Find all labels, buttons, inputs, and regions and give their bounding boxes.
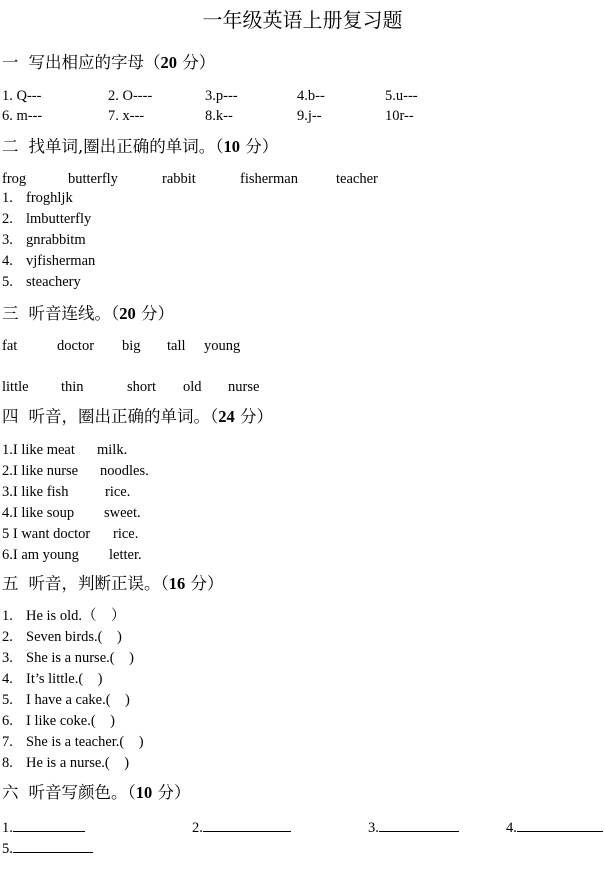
section-4-number: 四	[2, 407, 19, 426]
section-1-tail: 分）	[182, 53, 216, 72]
section-3-heading	[2, 303, 174, 325]
letter-item: 9.j--	[297, 108, 322, 124]
word-bank-item: butterfly	[68, 171, 118, 187]
word-bank-item: fisherman	[240, 171, 298, 187]
letter-item: 5.u---	[385, 88, 418, 104]
section-3-number: 三	[2, 304, 19, 323]
section-5-heading	[2, 573, 224, 595]
section-4-score: 24	[218, 407, 235, 426]
word-bank-item: rabbit	[162, 171, 196, 187]
circle-word-item: 1.I like meat milk.	[2, 442, 128, 458]
find-word-item: 4. vjfisherman	[2, 253, 96, 269]
section-5-tail: 分）	[190, 574, 224, 593]
color-blank-1[interactable]: 1.	[2, 817, 85, 837]
section-5-score: 16	[168, 574, 186, 593]
color-blank-4[interactable]: 4.	[506, 817, 603, 837]
color-blank-5[interactable]: 5.	[2, 838, 93, 858]
section-6-number: 六	[2, 783, 19, 802]
color-blank-3[interactable]: 3.	[368, 817, 459, 837]
match-word: young	[204, 338, 241, 354]
section-6-tail: 分）	[157, 783, 191, 802]
true-false-item: 7. She is a teacher.( )	[2, 734, 144, 750]
match-word: fat	[2, 338, 18, 354]
match-word: little	[2, 379, 29, 395]
true-false-item: 4. It’s little.( )	[2, 671, 103, 687]
section-2-heading	[2, 136, 278, 158]
true-false-item: 6. I like coke.( )	[2, 713, 115, 729]
letter-item: 10r--	[385, 108, 414, 124]
section-2-text: 找单词,圈出正确的单词。（	[28, 137, 224, 156]
section-4-tail: 分）	[240, 407, 273, 426]
match-word: old	[183, 379, 202, 395]
section-3-text: 听音连线。（	[28, 304, 120, 323]
section-3-tail: 分）	[141, 304, 174, 323]
circle-word-item: 4.I like soup sweet.	[2, 505, 141, 521]
circle-word-item: 5 I want doctor rice.	[2, 526, 139, 542]
circle-word-item: 6.I am young letter.	[2, 547, 142, 563]
section-5-text: 听音，判断正误。（	[28, 574, 169, 593]
section-6-score: 10	[135, 783, 153, 802]
match-word: short	[127, 379, 156, 395]
letter-item: 6. m---	[2, 108, 43, 124]
section-3-score: 20	[119, 304, 136, 323]
section-1-score: 20	[160, 53, 177, 72]
find-word-item: 3. gnrabbitm	[2, 232, 86, 248]
true-false-item: 2. Seven birds.( )	[2, 629, 122, 645]
true-false-item: 1. He is old.（ ）	[2, 608, 126, 624]
match-word: nurse	[228, 379, 260, 395]
letter-item: 7. x---	[108, 108, 145, 124]
true-false-item: 3. She is a nurse.( )	[2, 650, 134, 666]
section-2-score: 10	[223, 137, 240, 156]
section-1-text: 写出相应的字母（	[28, 53, 161, 72]
true-false-item: 5. I have a cake.( )	[2, 692, 130, 708]
letter-item: 1. Q---	[2, 88, 42, 104]
match-word: thin	[61, 379, 84, 395]
section-1-number: 一	[2, 53, 19, 72]
section-4-text: 听音，圈出正确的单词。（	[28, 407, 219, 426]
page-title: 一年级英语上册复习题	[202, 8, 403, 32]
find-word-item: 5. steachery	[2, 274, 81, 290]
section-5-number: 五	[2, 574, 19, 593]
true-false-item: 8. He is a nurse.( )	[2, 755, 130, 771]
section-1-heading	[2, 52, 215, 74]
section-6-text: 听音写颜色。（	[28, 783, 136, 802]
circle-word-item: 2.I like nurse noodles.	[2, 463, 149, 479]
section-2-tail: 分）	[245, 137, 279, 156]
find-word-item: 1. froghljk	[2, 190, 73, 206]
letter-item: 8.k--	[205, 108, 233, 124]
section-2-number: 二	[2, 137, 19, 156]
word-bank-item: frog	[2, 171, 27, 187]
section-6-heading	[2, 782, 191, 804]
match-word: tall	[167, 338, 186, 354]
match-word: big	[122, 338, 141, 354]
color-blank-2[interactable]: 2.	[192, 817, 291, 837]
word-bank-item: teacher	[336, 171, 378, 187]
find-word-item: 2. lmbutterfly	[2, 211, 92, 227]
letter-item: 4.b--	[297, 88, 325, 104]
letter-item: 2. O----	[108, 88, 153, 104]
letter-item: 3.p---	[205, 88, 238, 104]
circle-word-item: 3.I like fish rice.	[2, 484, 131, 500]
match-word: doctor	[57, 338, 95, 354]
section-4-heading	[2, 406, 273, 428]
